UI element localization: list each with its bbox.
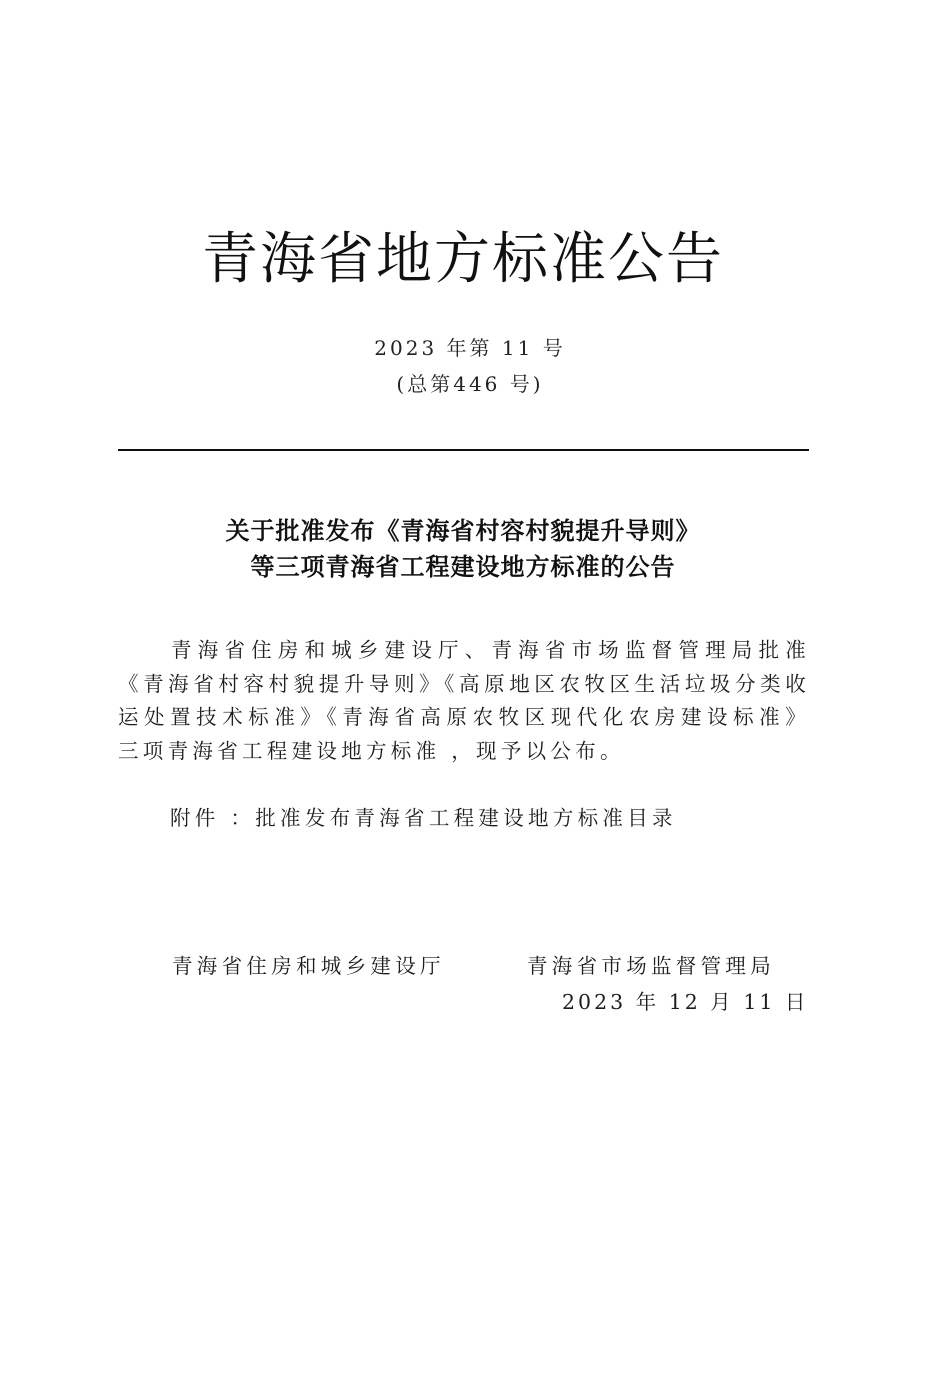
- issuer-market-regulation: 青海省市场监督管理局: [527, 954, 775, 978]
- header-divider: [118, 449, 809, 451]
- page-title: 青海省地方标准公告: [202, 227, 724, 292]
- notice-title-line-2: 等三项青海省工程建设地方标准的公告: [250, 553, 676, 581]
- notice-title-line-1: 关于批准发布《青海省村容村貌提升导则》: [225, 517, 701, 545]
- issue-total-number: (总第446 号): [396, 372, 544, 396]
- attachment-line: 附件 ：批准发布青海省工程建设地方标准目录: [170, 806, 677, 830]
- issuer-housing-department: 青海省住房和城乡建设厅: [172, 954, 445, 978]
- issue-date: 2023 年 12 月 11 日: [562, 990, 809, 1014]
- notice-body-paragraph: 青海省住房和城乡建设厅、青海省市场监督管理局批准《青海省村容村貌提升导则》《高原地区农牧区生活垃圾分类收运处置技术标准》《青海省高原农牧区现代化农房建设标准》 三项青海省工程建设地方标准 ，现予以公布。: [118, 638, 810, 763]
- issue-number: 2023 年第 11 号: [374, 336, 566, 360]
